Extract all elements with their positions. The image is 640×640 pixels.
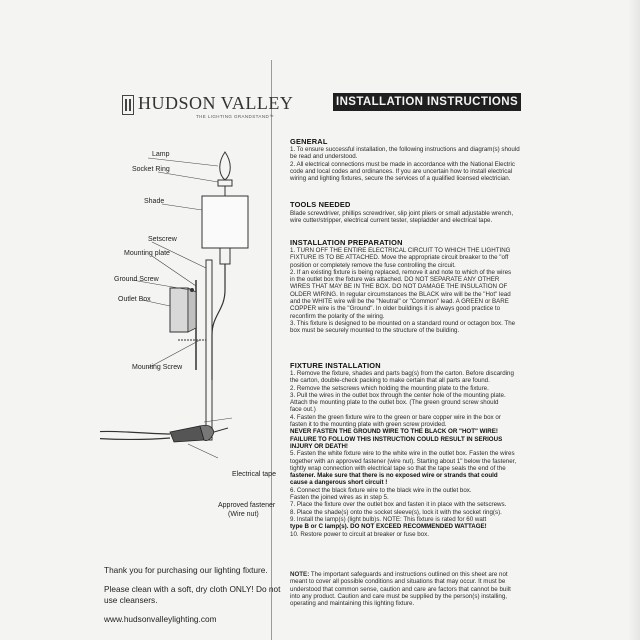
lantern-logo-icon xyxy=(122,95,134,115)
wire-nut-shape xyxy=(170,426,204,442)
label-outlet-box: Outlet Box xyxy=(118,296,151,303)
fixture-line: 6. Connect the black fixture wire to the black wire in the outlet box. xyxy=(290,486,472,494)
label-setscrew: Setscrew xyxy=(148,236,177,243)
fixture-heading: FIXTURE INSTALLATION xyxy=(290,361,381,370)
fixture-warning-line: FAILURE TO FOLLOW THIS INSTRUCTION COULD RESULT IN SERIOUS xyxy=(290,435,503,443)
note-first-line: The important safeguards and instructions outlined on this sheet are not xyxy=(309,571,508,578)
label-wire-nut: (Wire nut) xyxy=(228,511,259,518)
prep-body xyxy=(290,247,555,335)
general-line: be read and understood. xyxy=(290,153,358,161)
prep-line: position or completely remove the fuse controlling the circuit. xyxy=(290,261,456,269)
fixture-line: 4. Fasten the green fixture wire to the green or bare copper wire in the box or xyxy=(290,413,501,421)
note-line: into any product. Caution and care must be supplied by the person(s) installing, xyxy=(290,592,508,600)
fixture-warning-line: fastener. Make sure that there is no exposed wire or strands that could xyxy=(290,472,498,480)
fixture-line: 10. Restore power to circuit at breaker or fuse box. xyxy=(290,530,429,538)
cleaning-text-1: Please clean with a soft, dry cloth ONLY! Do not xyxy=(104,584,281,594)
fixture-line: the carton, double-check packing to make certain that all parts are found. xyxy=(290,377,490,385)
tools-heading: TOOLS NEEDED xyxy=(290,200,351,209)
fixture-arm-shape xyxy=(212,264,225,380)
fixture-line: fasten it to the mounting plate with green screw provided. xyxy=(290,421,447,429)
note-line: understood that common sense, caution and care are factors that cannot be built xyxy=(290,585,511,593)
fixture-line: 3. Pull the wires in the outlet box through the center hole of the mounting plate. xyxy=(290,391,506,399)
general-line: 1. To ensure successful installation, the following instructions and diagram(s) should xyxy=(290,146,520,153)
fixture-warning-line: cause a dangerous short circuit ! xyxy=(290,479,388,487)
shade-shape xyxy=(202,196,248,248)
fixture-line: face out.) xyxy=(290,406,316,414)
fixture-line: 7. Place the fixture over the outlet box and fasten it in place with the setscrews. xyxy=(290,501,507,509)
prep-heading: INSTALLATION PREPARATION xyxy=(290,238,403,247)
cleaning-text-2: use cleansers. xyxy=(104,595,158,605)
prep-line: WIRES THAT MAY BE IN THE BOX. DO NOT DAMAGE THE INSULATION OF xyxy=(290,283,508,291)
general-line: wiring and lighting fixtures, secure the services of a qualified licensed electrician. xyxy=(290,175,511,183)
general-line: 2. All electrical connections must be made in accordance with the National Electric xyxy=(290,160,515,168)
prep-line: COPPER wire is the "Ground". In older buildings it is always good practice to xyxy=(290,305,501,313)
tools-line: Blade screwdriver, phillips screwdriver, slip joint pliers or small adjustable wrench, xyxy=(290,210,514,217)
prep-line: 2. If an existing fixture is being replaced, remove it and note to which of the wires xyxy=(290,268,512,276)
general-heading: GENERAL xyxy=(290,137,328,146)
fixture-line: tightly wrap connection with electrical tape so that the tape seals the end of the xyxy=(290,464,506,472)
thanks-text: Thank you for purchasing our lighting fixture. xyxy=(104,565,268,575)
page-edge-shadow xyxy=(628,0,640,640)
prep-line: in the outlet box the fixture was attached. DO NOT SEPARATE ANY OTHER xyxy=(290,276,500,284)
backplate-shape xyxy=(206,260,212,440)
prep-line: OLDER WIRING. In regular circumstances the BLACK wire will be the "Hot" lead xyxy=(290,290,511,298)
general-line: code and local codes and ordinances. If you are uncertain how to install electrical xyxy=(290,167,513,175)
fixture-line: Fasten the joined wires as in step 5. xyxy=(290,494,389,502)
note-block xyxy=(290,571,555,607)
fixture-line: together with an approved fastener (wire nut). Starting about 1" below the fastener, xyxy=(290,457,517,465)
fixture-line: 2. Remove the setscrews which holding the mounting plate to the fixture. xyxy=(290,384,489,392)
fixture-warning-line: INJURY OR DEATH! xyxy=(290,442,348,450)
brand-logo-text: HUDSON VALLEY xyxy=(138,93,294,113)
label-shade: Shade xyxy=(144,198,165,205)
note-label: NOTE: xyxy=(290,571,310,578)
fixture-warning-line: NEVER FASTEN THE GROUND WIRE TO THE BLACK OR "HOT" WIRE! xyxy=(290,428,498,436)
prep-line: 1. TURN OFF THE ENTIRE ELECTRICAL CIRCUIT TO WHICH THE LIGHTING xyxy=(290,247,511,254)
fixture-warning-line: type B or C lamp(s). DO NOT EXCEED RECOMMENDED WATTAGE! xyxy=(290,523,487,531)
socket-ring-shape xyxy=(218,180,232,186)
fixture-line: 9. Install the lamp(s) (light bulb)s. NOTE: This fixture is rated for 60 watt xyxy=(290,515,487,523)
tools-line: wire cutter/stripper, electrical current tester, stepladder and electrical tape. xyxy=(290,217,493,225)
prep-line: box must be securely mounted to the structure of the building. xyxy=(290,327,460,335)
note-line: meant to cover all possible conditions and situations that may occur. It must be xyxy=(290,578,506,586)
fixture-line: 5. Fasten the white fixture wire to the white wire in the outlet box. Fasten the wires xyxy=(290,450,515,458)
label-ground-screw: Ground Screw xyxy=(114,276,159,283)
prep-line: FIXTURE IS TO BE ATTACHED. Move the appropriate circuit breaker to the "off xyxy=(290,254,509,262)
fixture-line: 1. Remove the fixture, shades and parts bag(s) from the carton. Before discarding xyxy=(290,370,514,377)
fixture-line: 8. Place the shade(s) onto the socket sleeve(s), lock it with the socket ring(s). xyxy=(290,508,502,516)
website-link[interactable]: www.hudsonvalleylighting.com xyxy=(104,614,217,624)
label-electrical-tape: Electrical tape xyxy=(232,471,276,478)
page-title: INSTALLATION INSTRUCTIONS xyxy=(333,93,521,111)
prep-line: reconfirm the polarity of the wiring. xyxy=(290,312,385,320)
label-approved-fastener: Approved fastener xyxy=(218,502,276,509)
label-lamp: Lamp xyxy=(152,151,170,158)
label-mounting-screw: Mounting Screw xyxy=(132,364,183,371)
prep-line: 3. This fixture is designed to be mounted on a standard round or octagon box. The xyxy=(290,319,516,327)
general-body xyxy=(290,146,555,182)
label-socket-ring: Socket Ring xyxy=(132,166,170,173)
prep-line: and the WHITE wire will be the "Neutral" or "Common" lead. A GREEN or BARE xyxy=(290,298,509,306)
tools-body xyxy=(290,210,555,225)
lamp-bulb-icon xyxy=(220,152,231,180)
note-line: operating and maintaining this lighting fixture. xyxy=(290,600,415,608)
label-mounting-plate: Mounting plate xyxy=(124,250,170,257)
fixture-body xyxy=(290,370,555,538)
fixture-line: Attach the mounting plate to the outlet box. (The green ground screw should xyxy=(290,399,499,407)
brand-tagline: THE LIGHTING GRANDSTAND™ xyxy=(196,114,275,119)
outlet-box-shape xyxy=(170,288,188,332)
